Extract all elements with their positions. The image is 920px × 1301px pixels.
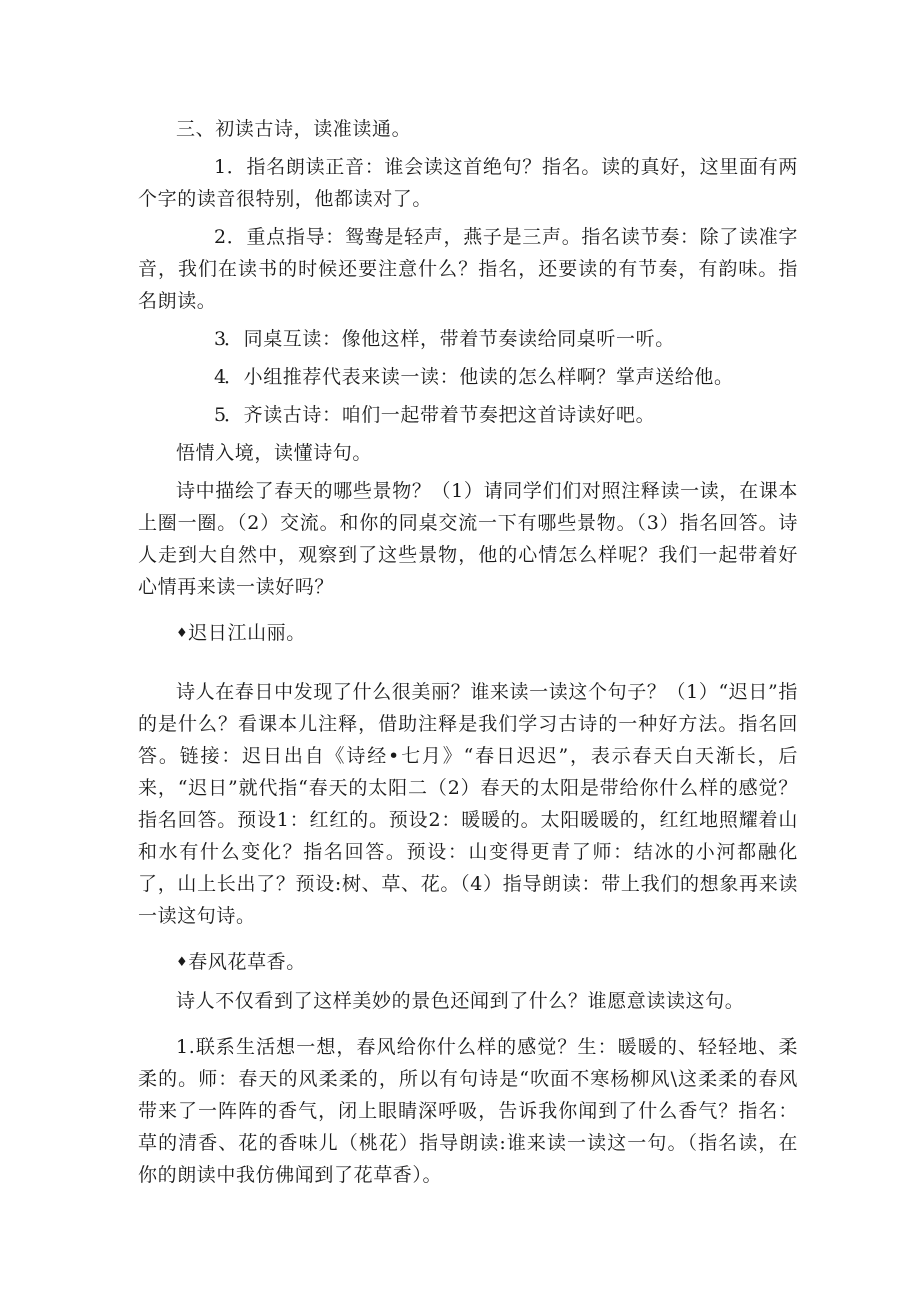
paragraph-poem-line-2: 诗人不仅看到了这样美妙的景色还闻到了什么？谁愿意读读这句。 [176, 990, 745, 1012]
section-heading-understanding: 悟情入境，读懂诗句。 [176, 442, 373, 464]
section-heading-initial-reading: 三、初读古诗，读准读通。 [176, 118, 412, 140]
paragraph-poem-line-1: 诗人在春日中发现了什么很美丽？谁来读一读这个句子？（1）“迟日”指的是什么？看课本儿注释，借助注释是我们学习古诗的一种好方法。指名回答。链接：迟日出自《诗经•七月》“春日迟迟”，表示春天白天渐长，后来，“迟日”就代指“春天的太阳二（2）春天的太阳是带给你什么样的感觉？指名回答。预设1：红红的。预设2：暖暖的。太阳暖暖的，红红地照耀着山和水有什么变化？指名回答。预设：山变得更青了师：结冰的小河都融化了，山上长出了？预设:树、草、花。（4）指导朗读：带上我们的想象再来读一读这句诗。 [138, 681, 798, 927]
list-item-5 [138, 399, 798, 431]
list-item-text: ．小组推荐代表来读一读：他读的怎么样啊？掌声送给他。 [224, 366, 734, 388]
list-number: 3 [214, 328, 227, 350]
list-number: 5 [214, 404, 227, 426]
poem-line-1-title [138, 617, 798, 650]
list-number: 4 [214, 366, 227, 388]
list-item-2 [138, 221, 798, 317]
list-item-3 [138, 323, 798, 355]
document-body [138, 113, 798, 1191]
list-item-4 [138, 361, 798, 393]
list-item-text: ．重点指导：鸳鸯是轻声，燕子是三声。指名读节奏：除了读准字音，我们在读书的时候还要注意什么？指名，还要读的有节奏，有韵味。指名朗读。 [138, 226, 798, 312]
list-item-text: ．齐读古诗：咱们一起带着节奏把这首诗读好吧。 [224, 404, 656, 426]
list-number: 1 [214, 156, 227, 178]
paragraph-scenery: 诗中描绘了春天的哪些景物？（1）请同学们们对照注释读一读，在课本上圈一圈。（2）交流。和你的同桌交流一下有哪些景物。（3）指名回答。诗人走到大自然中，观察到了这些景物，他的心情怎么样呢？我们一起带着好心情再来读一读好吗？ [138, 480, 798, 598]
list-item-1 [138, 151, 798, 215]
poem-line-text: 迟日江山丽。 [188, 622, 306, 644]
list-item-text: ．指名朗读正音：谁会读这首绝句？指名。读的真好，这里面有两个字的读音很特别，他都读对了。 [138, 156, 798, 210]
diamond-bullet-icon: ♦ [176, 626, 189, 641]
list-item-text: ．同桌互读：像他这样，带着节奏读给同桌听一听。 [224, 328, 675, 350]
poem-line-text: 春风花草香。 [188, 951, 306, 973]
list-number: 2 [214, 226, 227, 248]
diamond-bullet-icon: ♦ [176, 955, 189, 970]
poem-line-2-title [138, 946, 798, 979]
paragraph-breeze: 1.联系生活想一想，春风给你什么样的感觉？生：暖暖的、轻轻地、柔柔的。师：春天的风柔柔的，所以有句诗是“吹面不寒杨柳风\这柔柔的春风带来了一阵阵的香气，闭上眼睛深呼吸，告诉我你闻到了什么香气？指名：草的清香、花的香味儿（桃花）指导朗读:谁来读一读这一句。（指名读，在你的朗读中我仿佛闻到了花草香）。 [138, 1036, 798, 1186]
